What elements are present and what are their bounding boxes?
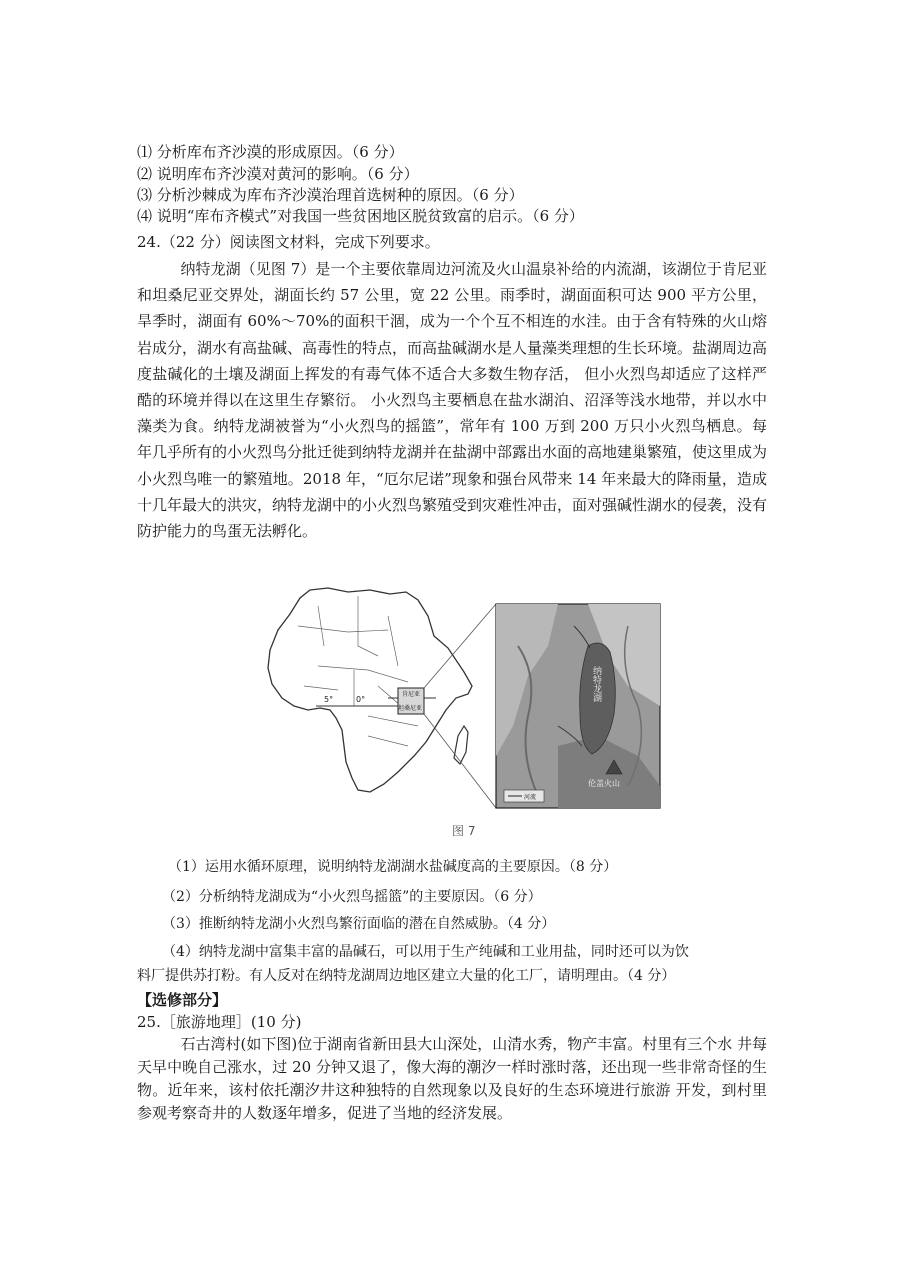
q23-sub-1: ⑴ 分析库布齐沙漠的形成原因。（6 分）	[137, 143, 404, 161]
equator-zero-label: 0°	[356, 695, 366, 704]
kenya-label: 肯尼亚	[402, 691, 421, 698]
inset-terrain	[496, 604, 660, 808]
africa-map	[268, 588, 472, 792]
q23-sub-2: ⑵ 说明库布齐沙漠对黄河的影响。（6 分）	[137, 165, 419, 183]
q24-heading: 24.（22 分）阅读图文材料，完成下列要求。	[137, 233, 440, 251]
tanzania-label: 坦桑尼亚	[398, 705, 423, 712]
q23-sub-3: ⑶ 分析沙棘成为库布齐沙漠治理首选树种的原因。（6 分）	[137, 186, 524, 204]
lon-five-label: 5°	[324, 695, 334, 704]
volcano-label: 伦盖火山	[588, 779, 620, 788]
q24-sub-2: （2）分析纳特龙湖成为“小火烈鸟摇篮”的主要原因。（6 分）	[162, 889, 542, 905]
legend-river-label: 河流	[524, 794, 537, 801]
q25-heading: 25.［旅游地理］(10 分)	[137, 1013, 302, 1031]
q23-sub-4: ⑷ 说明“库布齐模式”对我国一些贫困地区脱贫致富的启示。（6 分）	[137, 207, 584, 225]
q24-sub-1: （1）运用水循环原理，说明纳特龙湖湖水盐碱度高的主要原因。（8 分）	[168, 859, 618, 875]
figure-caption: 图 7	[452, 824, 476, 838]
q24-sub-4-continuation: 料厂提供苏打粉。有人反对在纳特龙湖周边地区建立大量的化工厂，请明理由。（4 分）	[137, 968, 676, 984]
q25-passage: 石古湾村(如下图)位于湖南省新田县大山深处，山清水秀，物产丰富。村里有三个水 井每天早中晚自己涨水，过 20 分钟又退了，像大海的潮汐一样时涨时落，还出现一些非常奇怪的生物。近年来，该村依托潮汐井这种独特的自然现象以及良好的生态环境进行旅游 开发，到村里参观考察奇井的人数逐年增多，促进了当地的经济发展。	[137, 1035, 767, 1122]
figure-7-map	[258, 586, 664, 810]
q24-sub-4: （4）纳特龙湖中富集丰富的晶碱石，可以用于生产纯碱和工业用盐，同时还可以为饮	[162, 944, 689, 960]
q24-passage: 纳特龙湖（见图 7）是一个主要依靠周边河流及火山温泉补给的内流湖，该湖位于肯尼亚和坦桑尼亚交界处，湖面长约 57 公里，宽 22 公里。雨季时，湖面面积可达 900 平方公里，旱季时，湖面有 60%～70%的面积干涸，成为一个个互不相连的水洼。由于含有特殊的火山熔岩成分，湖水有高盐碱、高毒性的特点，而高盐碱湖水是人量藻类理想的生长环境。盐湖周边高度盐碱化的土壤及湖面上挥发的有毒气体不适合大多数生物存活， 但小火烈鸟却适应了这样严酷的环境并得以在这里生存繁衍。 小火烈鸟主要栖息在盐水湖泊、沼泽等浅水地带，并以水中藻类为食。纳特龙湖被誉为“小火烈鸟的摇篮”，常年有 100 万到 200 万只小火烈鸟栖息。每年几乎所有的小火烈鸟分批迁徙到纳特龙湖并在盐湖中部露出水面的高地建巢繁殖，使这里成为小火烈鸟唯一的繁殖地。2018 年，“厄尔尼诺”现象和强台风带来 14 年来最大的降雨量，造成十几年最大的洪灾，纳特龙湖中的小火烈鸟繁殖受到灾难性冲击，面对强碱性湖水的侵袭，没有防护能力的鸟蛋无法孵化。	[137, 260, 768, 541]
elective-heading: 【选修部分】	[137, 991, 228, 1009]
q24-sub-3: （3）推断纳特龙湖小火烈鸟繁衍面临的潜在自然威胁。（4 分）	[162, 916, 556, 932]
lake-name-label: 纳特龙湖	[591, 666, 601, 702]
